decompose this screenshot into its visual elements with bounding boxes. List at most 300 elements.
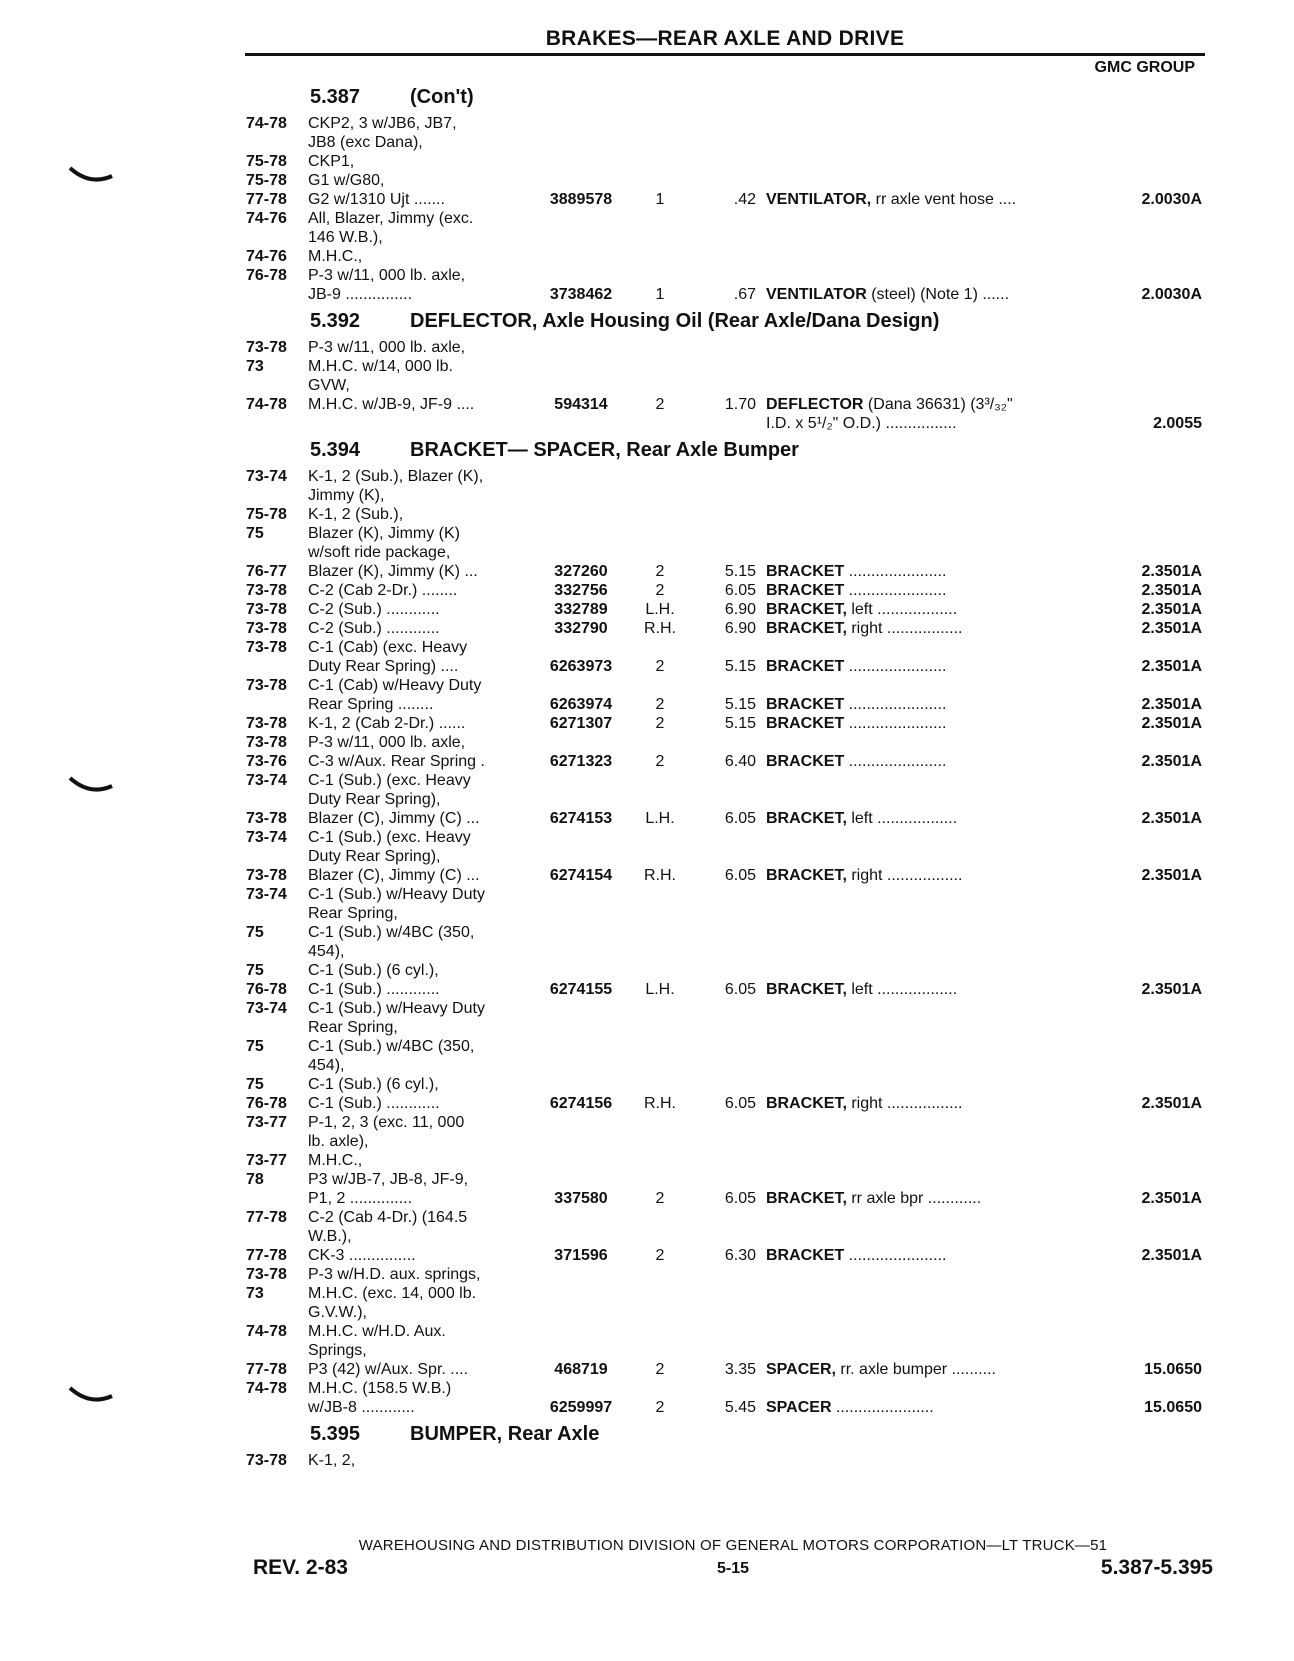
section-number: 5.394 bbox=[310, 439, 361, 461]
section-number: 5.395 bbox=[310, 1423, 361, 1445]
quantity: 2 bbox=[655, 563, 665, 580]
application-text: K-1, 2 (Sub.), bbox=[308, 506, 404, 523]
catalog-line bbox=[246, 695, 1211, 714]
model-year: 74-78 bbox=[246, 1380, 287, 1397]
model-year: 73 bbox=[246, 1285, 264, 1302]
description-name: VENTILATOR bbox=[766, 286, 867, 303]
description bbox=[766, 395, 1096, 414]
description-note: ...................... bbox=[844, 696, 947, 713]
group-number: 2.3501A bbox=[1141, 620, 1202, 637]
application-text: C-2 (Sub.) ............ bbox=[308, 620, 440, 637]
catalog-line bbox=[246, 1451, 1211, 1470]
application-text: G1 w/G80, bbox=[308, 172, 385, 189]
model-year: 75 bbox=[246, 962, 264, 979]
catalog-line bbox=[246, 733, 1211, 752]
application-text: M.H.C. (exc. 14, 000 lb. bbox=[308, 1285, 477, 1302]
part-number: 3738462 bbox=[549, 286, 613, 303]
section-heading bbox=[246, 80, 1211, 114]
application-text: Rear Spring, bbox=[308, 905, 398, 922]
description bbox=[766, 285, 1096, 304]
price: .42 bbox=[733, 191, 756, 208]
catalog-line bbox=[246, 1322, 1211, 1341]
application-text: P-3 w/11, 000 lb. axle, bbox=[308, 339, 466, 356]
price: 6.90 bbox=[724, 620, 756, 637]
description bbox=[766, 414, 1096, 433]
catalog-line bbox=[246, 828, 1211, 847]
catalog-line bbox=[246, 543, 1211, 562]
model-year: 73-78 bbox=[246, 810, 287, 827]
model-year: 74-78 bbox=[246, 1323, 287, 1340]
quantity: 2 bbox=[655, 1247, 665, 1264]
part-number: 332789 bbox=[554, 601, 608, 618]
footer-row bbox=[253, 1556, 1213, 1582]
description-name: BRACKET, bbox=[766, 867, 847, 884]
group-number: 2.3501A bbox=[1141, 563, 1202, 580]
application-text: C-1 (Sub.) ............ bbox=[308, 981, 440, 998]
group-label: GMC GROUP bbox=[1094, 59, 1195, 76]
part-number: 6274156 bbox=[549, 1095, 613, 1112]
catalog-line bbox=[246, 638, 1211, 657]
description-name: BRACKET bbox=[766, 658, 845, 675]
group-number: 2.3501A bbox=[1141, 810, 1202, 827]
section-title: BUMPER, Rear Axle bbox=[410, 1423, 600, 1445]
application-text: Blazer (K), Jimmy (K) bbox=[308, 525, 460, 542]
group-number: 15.0650 bbox=[1144, 1399, 1202, 1416]
catalog-line bbox=[246, 771, 1211, 790]
catalog-line bbox=[246, 1284, 1211, 1303]
group-number: 2.3501A bbox=[1141, 601, 1202, 618]
catalog-line bbox=[246, 1265, 1211, 1284]
group-number: 2.0055 bbox=[1153, 415, 1202, 432]
section-range: 5.387-5.395 bbox=[1100, 1556, 1213, 1579]
catalog-line bbox=[246, 1246, 1211, 1265]
model-year: 73-78 bbox=[246, 601, 287, 618]
catalog-line bbox=[246, 376, 1211, 395]
description bbox=[766, 752, 1096, 771]
model-year: 75-78 bbox=[246, 506, 287, 523]
application-text: M.H.C. (158.5 W.B.) bbox=[308, 1380, 452, 1397]
catalog-line bbox=[246, 486, 1211, 505]
revision-label: REV. 2-83 bbox=[253, 1556, 348, 1579]
description-name: BRACKET, bbox=[766, 1095, 847, 1112]
catalog-line bbox=[246, 338, 1211, 357]
catalog-line bbox=[246, 1113, 1211, 1132]
catalog-line bbox=[246, 266, 1211, 285]
model-year: 74-76 bbox=[246, 248, 287, 265]
price: .67 bbox=[733, 286, 756, 303]
part-number: 332756 bbox=[554, 582, 608, 599]
catalog-line bbox=[246, 1227, 1211, 1246]
description-name: BRACKET bbox=[766, 1247, 845, 1264]
application-text: G.V.W.), bbox=[308, 1304, 367, 1321]
application-text: M.H.C. w/H.D. Aux. bbox=[308, 1323, 446, 1340]
group-number: 2.3501A bbox=[1141, 1190, 1202, 1207]
description-note: left .................. bbox=[846, 601, 958, 618]
application-text: K-1, 2 (Cab 2-Dr.) ...... bbox=[308, 715, 466, 732]
application-text: C-1 (Cab) w/Heavy Duty bbox=[308, 677, 482, 694]
catalog-line bbox=[246, 752, 1211, 771]
catalog-line bbox=[246, 676, 1211, 695]
price: 5.15 bbox=[724, 696, 756, 713]
group-number: 2.3501A bbox=[1141, 1247, 1202, 1264]
application-text: GVW, bbox=[308, 377, 350, 394]
application-text: C-1 (Sub.) (6 cyl.), bbox=[308, 962, 439, 979]
catalog-line bbox=[246, 171, 1211, 190]
quantity: 2 bbox=[655, 396, 665, 413]
part-number: 6271307 bbox=[549, 715, 613, 732]
description-note: left .................. bbox=[846, 810, 958, 827]
catalog-line bbox=[246, 600, 1211, 619]
description bbox=[766, 809, 1096, 828]
application-text: 146 W.B.), bbox=[308, 229, 383, 246]
application-text: C-2 (Cab 4-Dr.) (164.5 bbox=[308, 1209, 468, 1226]
catalog-line bbox=[246, 1037, 1211, 1056]
catalog-line bbox=[246, 1170, 1211, 1189]
model-year: 73-78 bbox=[246, 620, 287, 637]
catalog-line bbox=[246, 809, 1211, 828]
group-number: 2.3501A bbox=[1141, 1095, 1202, 1112]
part-number: 468719 bbox=[554, 1361, 608, 1378]
quantity: 2 bbox=[655, 1190, 665, 1207]
price: 6.90 bbox=[724, 601, 756, 618]
part-number: 6271323 bbox=[549, 753, 613, 770]
page-footer bbox=[253, 1537, 1213, 1582]
description-name: BRACKET, bbox=[766, 620, 847, 637]
section-heading bbox=[246, 304, 1211, 338]
price: 5.45 bbox=[724, 1399, 756, 1416]
quantity: 1 bbox=[655, 286, 665, 303]
part-number: 6274155 bbox=[549, 981, 613, 998]
catalog-line bbox=[246, 133, 1211, 152]
price: 6.05 bbox=[724, 1190, 756, 1207]
application-text: Duty Rear Spring), bbox=[308, 791, 441, 808]
price: 6.05 bbox=[724, 981, 756, 998]
catalog-line bbox=[246, 942, 1211, 961]
application-text: C-1 (Sub.) w/4BC (350, bbox=[308, 1038, 475, 1055]
application-text: W.B.), bbox=[308, 1228, 352, 1245]
catalog-line bbox=[246, 1094, 1211, 1113]
application-text: Duty Rear Spring) .... bbox=[308, 658, 459, 675]
application-text: Rear Spring, bbox=[308, 1019, 398, 1036]
model-year: 73-74 bbox=[246, 772, 287, 789]
catalog-line bbox=[246, 414, 1211, 433]
model-year: 75 bbox=[246, 525, 264, 542]
price: 6.05 bbox=[724, 582, 756, 599]
group-number: 2.3501A bbox=[1141, 753, 1202, 770]
price: 6.05 bbox=[724, 867, 756, 884]
model-year: 75 bbox=[246, 1076, 264, 1093]
description bbox=[766, 581, 1096, 600]
part-number: 332790 bbox=[554, 620, 608, 637]
application-text: w/JB-8 ............ bbox=[308, 1399, 415, 1416]
application-text: M.H.C. w/JB-9, JF-9 .... bbox=[308, 396, 475, 413]
application-text: Rear Spring ........ bbox=[308, 696, 434, 713]
model-year: 73-74 bbox=[246, 468, 287, 485]
part-number: 337580 bbox=[554, 1190, 608, 1207]
section-title: DEFLECTOR, Axle Housing Oil (Rear Axle/Dana Design) bbox=[410, 310, 940, 332]
application-text: C-1 (Sub.) ............ bbox=[308, 1095, 440, 1112]
section-title: (Con't) bbox=[410, 86, 474, 108]
model-year: 75-78 bbox=[246, 172, 287, 189]
model-year: 73 bbox=[246, 358, 264, 375]
description-note: left .................. bbox=[846, 981, 958, 998]
binder-hole-mark bbox=[68, 772, 116, 800]
quantity: R.H. bbox=[644, 867, 676, 884]
price: 5.15 bbox=[724, 715, 756, 732]
quantity: 2 bbox=[655, 753, 665, 770]
application-text: C-1 (Sub.) w/Heavy Duty bbox=[308, 886, 485, 903]
application-text: Duty Rear Spring), bbox=[308, 848, 441, 865]
model-year: 77-78 bbox=[246, 1361, 287, 1378]
description-note: ...................... bbox=[844, 1247, 947, 1264]
description-note: ...................... bbox=[844, 658, 947, 675]
model-year: 73-78 bbox=[246, 867, 287, 884]
part-number: 327260 bbox=[554, 563, 608, 580]
catalog-line bbox=[246, 1075, 1211, 1094]
part-number: 6259997 bbox=[549, 1399, 613, 1416]
binder-hole-mark bbox=[68, 1382, 116, 1410]
section-heading bbox=[246, 1417, 1211, 1451]
model-year: 74-78 bbox=[246, 115, 287, 132]
catalog-line bbox=[246, 1379, 1211, 1398]
application-text: CKP2, 3 w/JB6, JB7, bbox=[308, 115, 457, 132]
application-text: w/soft ride package, bbox=[308, 544, 451, 561]
catalog-line bbox=[246, 152, 1211, 171]
catalog-line bbox=[246, 285, 1211, 304]
part-number: 3889578 bbox=[549, 191, 613, 208]
application-text: P3 w/JB-7, JB-8, JF-9, bbox=[308, 1171, 469, 1188]
application-text: 454), bbox=[308, 943, 345, 960]
catalog-line bbox=[246, 1132, 1211, 1151]
description-name: BRACKET, bbox=[766, 601, 847, 618]
model-year: 76-78 bbox=[246, 1095, 287, 1112]
part-number: 6263974 bbox=[549, 696, 613, 713]
catalog-line bbox=[246, 1341, 1211, 1360]
description-note: ...................... bbox=[844, 753, 947, 770]
application-text: P-3 w/11, 000 lb. axle, bbox=[308, 267, 466, 284]
catalog-line bbox=[246, 1398, 1211, 1417]
quantity: 2 bbox=[655, 696, 665, 713]
parts-catalog-sections bbox=[246, 80, 1211, 1470]
part-number: 6263973 bbox=[549, 658, 613, 675]
catalog-line bbox=[246, 209, 1211, 228]
application-text: All, Blazer, Jimmy (exc. bbox=[308, 210, 474, 227]
description-note: rr axle bpr ............ bbox=[846, 1190, 982, 1207]
model-year: 77-78 bbox=[246, 1247, 287, 1264]
application-text: JB-9 ............... bbox=[308, 286, 413, 303]
catalog-line bbox=[246, 1360, 1211, 1379]
quantity: 2 bbox=[655, 1399, 665, 1416]
catalog-line bbox=[246, 980, 1211, 999]
price: 6.40 bbox=[724, 753, 756, 770]
application-text: G2 w/1310 Ujt ....... bbox=[308, 191, 445, 208]
group-number: 2.3501A bbox=[1141, 981, 1202, 998]
catalog-line bbox=[246, 562, 1211, 581]
description-note: I.D. x 5¹/₂" O.D.) ................ bbox=[766, 415, 957, 432]
description-name: BRACKET bbox=[766, 715, 845, 732]
part-number: 6274153 bbox=[549, 810, 613, 827]
catalog-line bbox=[246, 885, 1211, 904]
application-text: P-3 w/H.D. aux. springs, bbox=[308, 1266, 481, 1283]
model-year: 77-78 bbox=[246, 1209, 287, 1226]
description-name: BRACKET, bbox=[766, 810, 847, 827]
catalog-line bbox=[246, 524, 1211, 543]
application-text: Blazer (C), Jimmy (C) ... bbox=[308, 810, 480, 827]
catalog-line bbox=[246, 923, 1211, 942]
section-heading bbox=[246, 433, 1211, 467]
catalog-line bbox=[246, 190, 1211, 209]
group-number: 2.0030A bbox=[1141, 286, 1202, 303]
price: 1.70 bbox=[724, 396, 756, 413]
application-text: C-1 (Sub.) (exc. Heavy bbox=[308, 772, 471, 789]
price: 5.15 bbox=[724, 658, 756, 675]
model-year: 73-78 bbox=[246, 715, 287, 732]
model-year: 73-77 bbox=[246, 1152, 287, 1169]
page-number: 5-15 bbox=[716, 1560, 750, 1577]
section-number: 5.387 bbox=[310, 86, 361, 108]
application-text: C-1 (Sub.) w/4BC (350, bbox=[308, 924, 475, 941]
description bbox=[766, 866, 1096, 885]
model-year: 73-78 bbox=[246, 1266, 287, 1283]
quantity: R.H. bbox=[644, 1095, 676, 1112]
description-name: BRACKET, bbox=[766, 981, 847, 998]
catalog-line bbox=[246, 395, 1211, 414]
application-text: C-2 (Sub.) ............ bbox=[308, 601, 440, 618]
description bbox=[766, 562, 1096, 581]
application-text: P3 (42) w/Aux. Spr. .... bbox=[308, 1361, 469, 1378]
description bbox=[766, 1189, 1096, 1208]
application-text: P-3 w/11, 000 lb. axle, bbox=[308, 734, 466, 751]
model-year: 73-77 bbox=[246, 1114, 287, 1131]
price: 6.05 bbox=[724, 1095, 756, 1112]
description-name: BRACKET bbox=[766, 582, 845, 599]
application-text: C-1 (Cab) (exc. Heavy bbox=[308, 639, 468, 656]
description-note: (steel) (Note 1) ...... bbox=[866, 286, 1010, 303]
description-note: ...................... bbox=[844, 563, 947, 580]
price: 6.05 bbox=[724, 810, 756, 827]
application-text: M.H.C. w/14, 000 lb. bbox=[308, 358, 453, 375]
model-year: 76-77 bbox=[246, 563, 287, 580]
model-year: 73-78 bbox=[246, 639, 287, 656]
application-text: C-3 w/Aux. Rear Spring . bbox=[308, 753, 485, 770]
model-year: 73-76 bbox=[246, 753, 287, 770]
application-text: lb. axle), bbox=[308, 1133, 369, 1150]
catalog-line bbox=[246, 1018, 1211, 1037]
catalog-line bbox=[246, 714, 1211, 733]
description bbox=[766, 1360, 1096, 1379]
application-text: P-1, 2, 3 (exc. 11, 000 bbox=[308, 1114, 465, 1131]
group-number: 2.3501A bbox=[1141, 582, 1202, 599]
description-name: BRACKET, bbox=[766, 1190, 847, 1207]
page-title: BRAKES—REAR AXLE AND DRIVE bbox=[545, 27, 905, 50]
description-note: rr axle vent hose .... bbox=[871, 191, 1017, 208]
description-name: BRACKET bbox=[766, 696, 845, 713]
application-text: M.H.C., bbox=[308, 1152, 363, 1169]
part-number: 6274154 bbox=[549, 867, 613, 884]
quantity: 2 bbox=[655, 658, 665, 675]
application-text: CKP1, bbox=[308, 153, 355, 170]
description-note: (Dana 36631) (3³/₃₂" bbox=[863, 396, 1013, 413]
group-number: 2.3501A bbox=[1141, 696, 1202, 713]
catalog-line bbox=[246, 904, 1211, 923]
application-text: Blazer (C), Jimmy (C) ... bbox=[308, 867, 480, 884]
model-year: 75-78 bbox=[246, 153, 287, 170]
description-name: BRACKET bbox=[766, 753, 845, 770]
model-year: 73-78 bbox=[246, 582, 287, 599]
description-note: rr. axle bumper .......... bbox=[835, 1361, 996, 1378]
header-rule bbox=[245, 53, 1205, 56]
description-note: right ................. bbox=[846, 867, 963, 884]
description-note: ...................... bbox=[844, 715, 947, 732]
description bbox=[766, 190, 1096, 209]
group-number: 2.3501A bbox=[1141, 715, 1202, 732]
catalog-line bbox=[246, 505, 1211, 524]
catalog-line bbox=[246, 357, 1211, 376]
part-number: 371596 bbox=[554, 1247, 608, 1264]
model-year: 76-78 bbox=[246, 267, 287, 284]
application-text: CK-3 ............... bbox=[308, 1247, 416, 1264]
price: 6.30 bbox=[724, 1247, 756, 1264]
description-note: ...................... bbox=[831, 1399, 934, 1416]
catalog-line bbox=[246, 790, 1211, 809]
quantity: 1 bbox=[655, 191, 665, 208]
description-name: VENTILATOR, bbox=[766, 191, 872, 208]
binder-hole-mark bbox=[68, 162, 116, 190]
description bbox=[766, 1094, 1096, 1113]
catalog-line bbox=[246, 247, 1211, 266]
description-name: SPACER bbox=[766, 1399, 832, 1416]
quantity: R.H. bbox=[644, 620, 676, 637]
catalog-line bbox=[246, 619, 1211, 638]
application-text: K-1, 2, bbox=[308, 1452, 356, 1469]
application-text: K-1, 2 (Sub.), Blazer (K), bbox=[308, 468, 484, 485]
model-year: 73-78 bbox=[246, 734, 287, 751]
description bbox=[766, 980, 1096, 999]
page-header bbox=[245, 26, 1205, 77]
quantity: 2 bbox=[655, 1361, 665, 1378]
model-year: 75 bbox=[246, 1038, 264, 1055]
model-year: 73-74 bbox=[246, 886, 287, 903]
catalog-line bbox=[246, 1208, 1211, 1227]
application-text: Springs, bbox=[308, 1342, 367, 1359]
description-name: DEFLECTOR bbox=[766, 396, 864, 413]
catalog-line bbox=[246, 866, 1211, 885]
part-number: 594314 bbox=[554, 396, 608, 413]
catalog-line bbox=[246, 1056, 1211, 1075]
quantity: L.H. bbox=[645, 810, 675, 827]
model-year: 73-78 bbox=[246, 1452, 287, 1469]
section-number: 5.392 bbox=[310, 310, 361, 332]
model-year: 73-78 bbox=[246, 339, 287, 356]
model-year: 75 bbox=[246, 924, 264, 941]
application-text: C-2 (Cab 2-Dr.) ........ bbox=[308, 582, 458, 599]
application-text: P1, 2 .............. bbox=[308, 1190, 413, 1207]
quantity: L.H. bbox=[645, 981, 675, 998]
footer-credit: WAREHOUSING AND DISTRIBUTION DIVISION OF GENERAL MOTORS CORPORATION—LT TRUCK—51 bbox=[358, 1537, 1108, 1554]
application-text: Jimmy (K), bbox=[308, 487, 385, 504]
description-name: BRACKET bbox=[766, 563, 845, 580]
catalog-line bbox=[246, 1151, 1211, 1170]
catalog-line bbox=[246, 999, 1211, 1018]
model-year: 76-78 bbox=[246, 981, 287, 998]
group-number: 2.3501A bbox=[1141, 658, 1202, 675]
quantity: L.H. bbox=[645, 601, 675, 618]
model-year: 77-78 bbox=[246, 191, 287, 208]
catalog-line bbox=[246, 467, 1211, 486]
description-note: ...................... bbox=[844, 582, 947, 599]
description bbox=[766, 695, 1096, 714]
quantity: 2 bbox=[655, 715, 665, 732]
